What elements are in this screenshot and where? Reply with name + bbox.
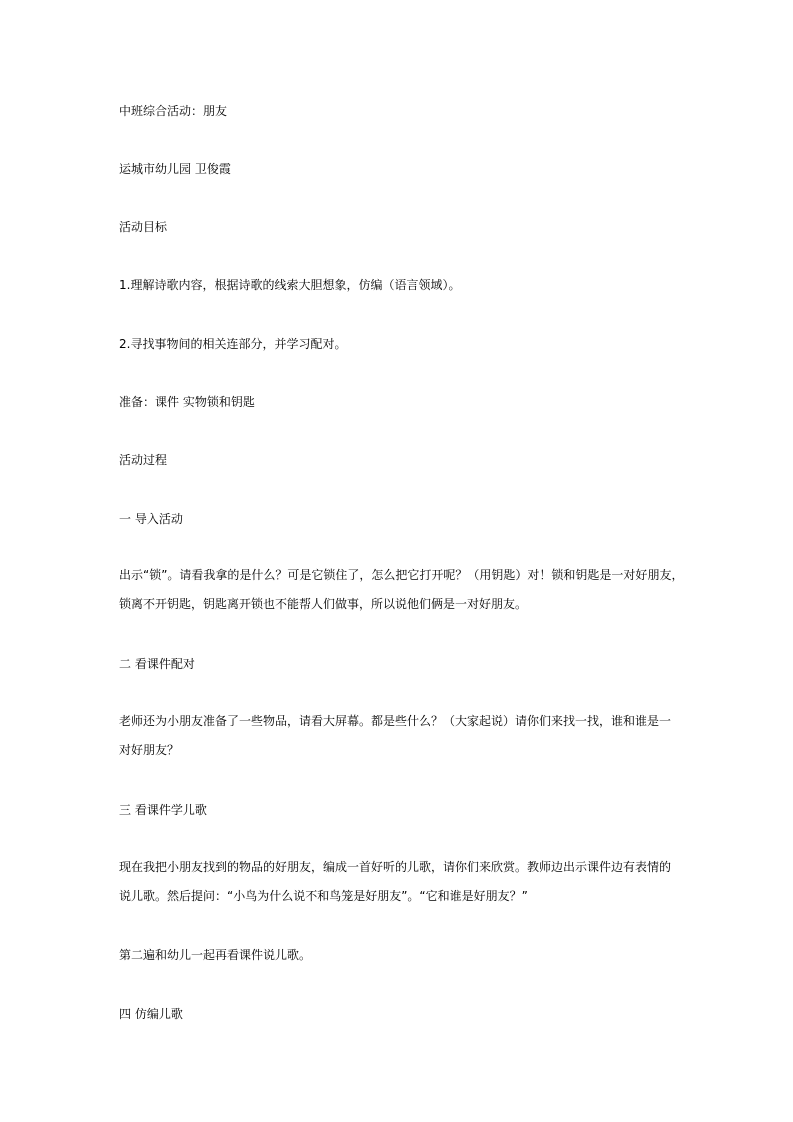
document-title: 中班综合活动：朋友 — [119, 104, 228, 118]
process-heading: 活动过程 — [119, 453, 168, 467]
step-1-paragraph — [119, 561, 684, 619]
step-2-heading: 二 看课件配对 — [119, 657, 195, 671]
step-3-heading: 三 看课件学儿歌 — [119, 803, 207, 817]
author-line: 运城市幼儿园 卫俊霞 — [119, 162, 231, 176]
preparation-line: 准备：课件 实物锁和钥匙 — [119, 395, 255, 409]
goal-item-1: 1.理解诗歌内容，根据诗歌的线索大胆想象，仿编（语言领域）。 — [119, 278, 461, 292]
step-2-text-line-2: 对好朋友？ — [119, 743, 180, 757]
step-1-text-line-1: 出示“锁”。请看我拿的是什么？可是它锁住了，怎么把它打开呢？（用钥匙）对！锁和钥匙是一对好朋友， — [119, 568, 684, 582]
goals-heading: 活动目标 — [119, 220, 168, 234]
step-1-text-line-2: 锁离不开钥匙，钥匙离开锁也不能帮人们做事，所以说他们俩是一对好朋友。 — [119, 597, 528, 611]
step-3-text-line-2: 说儿歌。然后提问：“小鸟为什么说不和鸟笼是好朋友”。“它和谁是好朋友？” — [119, 889, 528, 903]
step-1-heading: 一 导入活动 — [119, 512, 183, 526]
step-4-heading: 四 仿编儿歌 — [119, 1007, 183, 1021]
step-3-followup: 第二遍和幼儿一起再看课件说儿歌。 — [119, 948, 312, 962]
step-3-paragraph — [119, 853, 679, 911]
step-3-text-line-1: 现在我把小朋友找到的物品的好朋友，编成一首好听的儿歌，请你们来欣赏。教师边出示课件边有表情的 — [119, 860, 672, 874]
step-2-paragraph — [119, 707, 679, 765]
step-2-text-line-1: 老师还为小朋友准备了一些物品，请看大屏幕。都是些什么？（大家起说）请你们来找一找，谁和谁是一 — [119, 714, 672, 728]
goal-item-2: 2.寻找事物间的相关连部分，并学习配对。 — [119, 337, 347, 351]
